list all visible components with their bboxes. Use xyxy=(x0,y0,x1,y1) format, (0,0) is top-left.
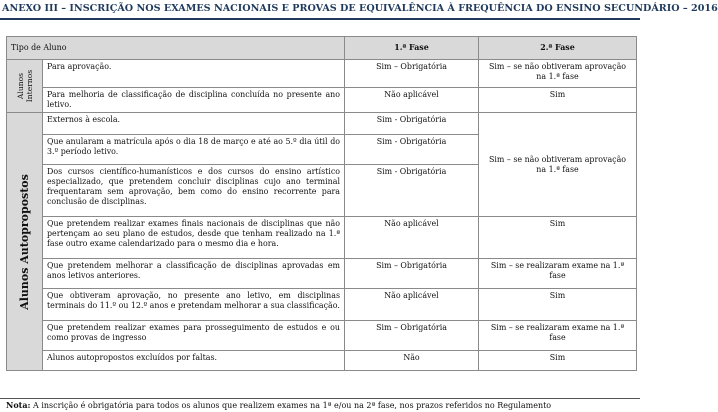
row-fase-1: Não aplicável xyxy=(345,88,479,113)
row-fase-2: Sim xyxy=(479,351,637,371)
row-fase-1: Não aplicável xyxy=(345,217,479,259)
table-row xyxy=(7,60,637,88)
row-description: Dos cursos científico-humanísticos e dos cursos do ensino artístico especializado, que pretendem concluir disciplinas cujo ano terminal frequentaram sem aprovação, bem como do ensino recorrente para conclusão de disciplinas. xyxy=(43,165,345,217)
row-fase-2-merged: Sim – se não obtiveram aprovação na 1.ª fase xyxy=(479,113,637,217)
row-fase-2: Sim xyxy=(479,289,637,321)
row-fase-1: Não xyxy=(345,351,479,371)
document-title: ANEXO III – INSCRIÇÃO NOS EXAMES NACIONAIS E PROVAS DE EQUIVALÊNCIA À FREQUÊNCIA DO ENSINO SECUNDÁRIO – 2016 xyxy=(2,3,718,14)
row-fase-1: Sim – Obrigatória xyxy=(345,321,479,351)
row-fase-1: Sim - Obrigatória xyxy=(345,165,479,217)
row-description: Que pretendem melhorar a classificação de disciplinas aprovadas em anos letivos anteriores. xyxy=(43,259,345,289)
table-row xyxy=(7,113,637,135)
header-fase-2: 2.ª Fase xyxy=(479,37,637,60)
header-fase-1: 1.ª Fase xyxy=(345,37,479,60)
row-fase-1: Sim - Obrigatória xyxy=(345,113,479,135)
row-fase-1: Não aplicável xyxy=(345,289,479,321)
group-internos-line1: Alunos xyxy=(15,72,25,100)
row-description: Para aprovação. xyxy=(43,60,345,88)
table-row xyxy=(7,351,637,371)
row-fase-2: Sim xyxy=(479,217,637,259)
footnote xyxy=(6,399,640,411)
footnote-text: A inscrição é obrigatória para todos os alunos que realizem exames na 1ª e/ou na 2ª fase, nos prazos referidos no Regulamento xyxy=(30,401,552,410)
row-fase-1: Sim – Obrigatória xyxy=(345,259,479,289)
group-label-internos xyxy=(7,60,43,113)
row-description: Que anularam a matrícula após o dia 18 de março e até ao 5.º dia útil do 3.º período letivo. xyxy=(43,135,345,165)
row-description: Para melhoria de classificação de disciplina concluída no presente ano letivo. xyxy=(43,88,345,113)
inscription-table xyxy=(6,36,637,371)
row-fase-1: Sim - Obrigatória xyxy=(345,135,479,165)
row-description: Que pretendem realizar exames finais nacionais de disciplinas que não pertençam ao seu plano de estudos, desde que tenham realizado na 1.ª fase outro exame calendarizado para o mesmo dia e hora. xyxy=(43,217,345,259)
group-label-autopropostos xyxy=(7,113,43,371)
row-description: Que pretendem realizar exames para prosseguimento de estudos e ou como provas de ingresso xyxy=(43,321,345,351)
table-row xyxy=(7,88,637,113)
row-fase-2: Sim xyxy=(479,88,637,113)
row-description: Que obtiveram aprovação, no presente ano letivo, em disciplinas terminais do 11.º ou 12.º anos e pretendam melhorar a sua classificação. xyxy=(43,289,345,321)
table-row xyxy=(7,259,637,289)
row-description: Externos à escola. xyxy=(43,113,345,135)
table-row xyxy=(7,321,637,351)
row-fase-2: Sim – se realizaram exame na 1.ª fase xyxy=(479,321,637,351)
row-fase-2: Sim – se realizaram exame na 1.ª fase xyxy=(479,259,637,289)
header-tipo-aluno: Tipo de Aluno xyxy=(7,37,345,60)
table-header-row xyxy=(7,37,637,60)
title-divider xyxy=(0,18,640,20)
row-fase-1: Sim – Obrigatória xyxy=(345,60,479,88)
table-row xyxy=(7,217,637,259)
row-fase-2: Sim – se não obtiveram aprovação na 1.ª fase xyxy=(479,60,637,88)
footnote-label: Nota: xyxy=(6,400,31,410)
group-internos-line2: Internos xyxy=(24,69,34,103)
row-description: Alunos autopropostos excluídos por faltas. xyxy=(43,351,345,371)
table-row xyxy=(7,289,637,321)
group-autopropostos-text: Alunos Autopropostos xyxy=(17,173,31,310)
